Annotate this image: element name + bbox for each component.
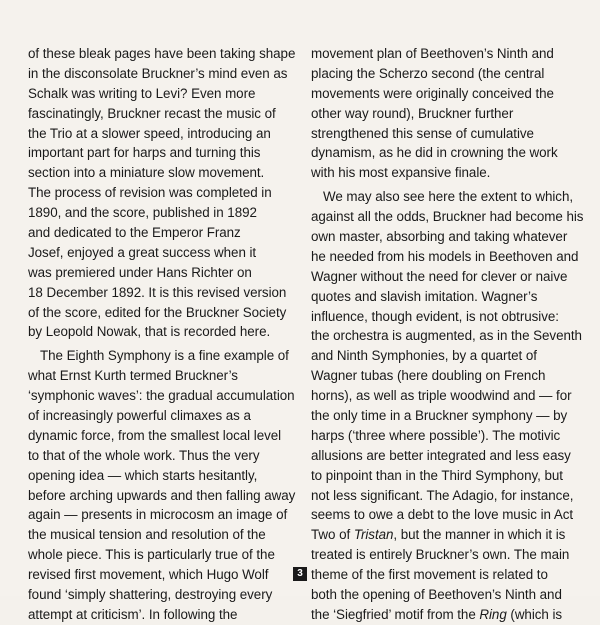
text-line: ‘symphonic waves’: the gradual accumulation [28, 388, 295, 404]
text-line: what Ernst Kurth termed Bruckner’s [28, 368, 238, 384]
text-line: before arching upwards and then falling away [28, 487, 296, 503]
text-line: influence, though evident, is not obtrusive: [311, 308, 559, 324]
text-line: opening idea — which starts hesitantly, [28, 467, 258, 483]
text-line: in the disconsolate Bruckner’s mind even as [28, 65, 288, 81]
text-line: again — presents in microcosm an image of [28, 507, 288, 523]
text-line: attempt at criticism’. In following the [28, 606, 238, 622]
text-line: was premiered under Hans Richter on [28, 264, 252, 280]
text-line: the only time in a Bruckner symphony — by [311, 408, 568, 424]
text-line: with his most expansive finale. [311, 165, 491, 181]
text-line: allusions are better integrated and less easy [311, 447, 571, 463]
text-line: Josef, enjoyed a great success when it [28, 244, 257, 260]
text-line: both the opening of Beethoven’s Ninth and [311, 587, 562, 603]
text-line: 18 December 1892. It is this revised version [28, 284, 287, 300]
text-line: important part for harps and turning this [28, 145, 261, 161]
text-line: the musical tension and resolution of the [28, 527, 266, 543]
text-line: other way round), Bruckner further [311, 105, 514, 121]
text-line: whole piece. This is particularly true of the [28, 547, 275, 563]
text-line: strengthened this sense of cumulative [311, 125, 534, 141]
text-line: of the score, edited for the Bruckner Society [28, 304, 287, 320]
text-line: dynamic force, from the smallest local level [28, 427, 282, 443]
text-line: seems to owe a debt to the love music in Act [311, 507, 574, 523]
text-line: to pinpoint than in the Third Symphony, but [311, 467, 563, 483]
text-line: Schalk was writing to Levi? Even more [28, 85, 256, 101]
text-line: The process of revision was completed in [28, 185, 272, 201]
text-line: treated is entirely Bruckner’s own. The main [311, 547, 570, 563]
text-line: to that of the whole work. Thus the very [28, 447, 260, 463]
text-line: We may also see here the extent to which, [323, 189, 574, 205]
right-text-column [311, 44, 584, 625]
text-line: Wagner tubas (here doubling on French [311, 368, 546, 384]
text-line: against all the odds, Bruckner had become his [311, 209, 584, 225]
text-line: he needed from his models in Beethoven and [311, 248, 579, 264]
text-line: Wagner without the need for clever or naive [311, 268, 568, 284]
text-line: movement plan of Beethoven’s Ninth and [311, 46, 554, 61]
text-line: not less significant. The Adagio, for instance, [311, 487, 574, 503]
text-line: section into a miniature slow movement. [28, 165, 265, 181]
left-text-column [28, 44, 296, 625]
text-line: quotes and slavish imitation. Wagner’s [311, 288, 538, 304]
text-line: 1890, and the score, published in 1892 [28, 205, 257, 221]
text-line: the ‘Siegfried’ motif from the Ring (which is [311, 606, 563, 622]
text-line: harps (‘three where possible’). The motivic [311, 427, 561, 443]
text-line: Two of Tristan, but the manner in which it is [311, 527, 566, 543]
page-number: 3 [293, 567, 307, 581]
text-line: found ‘simply shattering, destroying every [28, 587, 273, 603]
text-line: placing the Scherzo second (the central [311, 65, 545, 81]
text-line: dynamism, as he did in crowning the work [311, 145, 558, 161]
text-line: the Trio at a slower speed, introducing an [28, 125, 271, 141]
text-line: by Leopold Nowak, that is recorded here. [28, 324, 271, 340]
text-line: revised first movement, which Hugo Wolf [28, 567, 269, 583]
text-line: and dedicated to the Emperor Franz [28, 225, 241, 241]
text-line: of increasingly powerful climaxes as a [28, 408, 251, 424]
text-line: The Eighth Symphony is a fine example of [40, 348, 289, 364]
text-line: own master, absorbing and taking whatever [311, 229, 568, 245]
text-line: of these bleak pages have been taking shape [28, 46, 296, 61]
text-line: horns), as well as triple woodwind and — for [311, 388, 572, 404]
text-line: theme of the first movement is related to [311, 567, 548, 583]
text-line: movements were originally conceived the [311, 85, 554, 101]
text-line: and Ninth Symphonies, by a quartet of [311, 348, 537, 364]
text-line: fascinatingly, Bruckner recast the music of [28, 105, 276, 121]
text-line: the orchestra is augmented, as in the Seventh [311, 328, 582, 344]
